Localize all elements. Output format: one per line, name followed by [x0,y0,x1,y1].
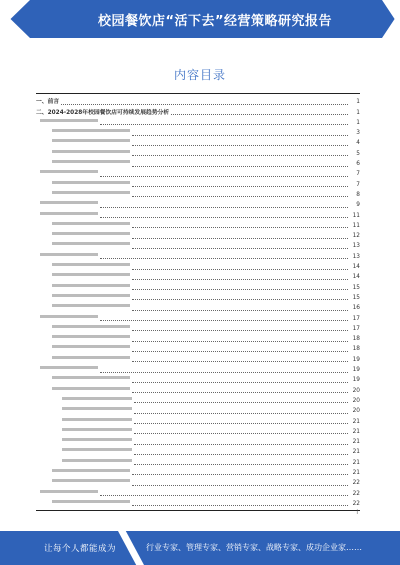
toc-entry-placeholder [62,438,132,441]
toc-entry[interactable] [36,117,360,127]
toc-entry-placeholder [52,232,130,235]
toc-entry[interactable] [36,292,360,302]
toc-entry-page: 14 [349,274,360,281]
toc-entry-page: 21 [349,419,360,426]
toc-leader-dots [132,392,348,393]
toc-entry-placeholder [52,479,130,482]
toc-entry-placeholder [52,294,130,297]
toc-leader-dots [134,402,348,403]
toc-entry-placeholder [52,335,130,338]
toc-entry-title: 二、2024-2028年校园餐饮店可持续发展趋势分析 [36,109,170,116]
toc-leader-dots [132,135,348,136]
toc-entry-page: 19 [349,357,360,364]
toc-entry[interactable] [36,137,360,147]
toc-entry-title [62,459,133,467]
toc-leader-dots [132,299,348,300]
toc-entry-page: 8 [349,192,360,199]
toc-entry-title [62,407,133,415]
toc-leader-dots [132,505,348,506]
toc-entry[interactable] [36,178,360,188]
toc-leader-dots [134,433,348,434]
toc-entry-page: 14 [349,264,360,271]
toc-entry[interactable] [36,281,360,291]
toc-entry-page: 20 [349,388,360,395]
toc-entry-title [62,438,133,446]
toc-entry[interactable] [36,312,360,322]
toc-entry-placeholder [52,181,130,184]
toc-leader-dots [61,104,348,105]
toc-leader-dots [132,186,348,187]
toc-entry-placeholder [52,304,130,307]
toc-entry[interactable] [36,353,360,363]
toc-leader-dots [134,413,348,414]
toc-entry-placeholder [52,284,130,287]
toc-entry-page: 21 [349,470,360,477]
toc-entry-page: 3 [349,130,360,137]
toc-entry[interactable] [36,96,360,106]
toc-leader-dots [134,444,348,445]
toc-entry-title [52,181,131,189]
toc-entry-page: 11 [349,213,360,220]
toc-entry-title [40,170,99,178]
toc-entry-title [40,490,99,498]
toc-leader-dots [134,464,348,465]
toc-leader-dots [132,341,348,342]
toc-entry-placeholder [52,139,130,142]
toc-entry-page: 1 [349,120,360,127]
toc-entry-placeholder [40,490,98,493]
toc-entry-page: 21 [349,460,360,467]
toc-entry-page: 18 [349,346,360,353]
toc-entry-title [52,150,131,158]
toc-entry-page: 21 [349,449,360,456]
toc-entry-page: 18 [349,336,360,343]
toc-entry-page: 11 [349,223,360,230]
toc-leader-dots [132,155,348,156]
toc-entry-placeholder [62,448,132,451]
toc-entry-placeholder [40,119,98,122]
toc-entry-placeholder [52,356,130,359]
header-right-notch [382,0,400,38]
toc-entry-title [62,428,133,436]
footer-divider [118,531,144,565]
toc-entry-page: 21 [349,439,360,446]
toc-bottom-rule [36,510,360,511]
toc-leader-dots [132,485,348,486]
toc-leader-dots [100,176,348,177]
toc-entry[interactable] [36,364,360,374]
toc-entry-page: 20 [349,398,360,405]
toc-leader-dots [132,310,348,311]
toc-entry-page: 15 [349,295,360,302]
toc-entry-placeholder [62,428,132,431]
toc-entry-title [40,201,99,209]
toc-heading: 内容目录 [173,68,226,82]
toc-entry-title [52,191,131,199]
toc-entry-title [52,356,131,364]
toc-entry-placeholder [52,222,130,225]
toc-entry[interactable] [36,405,360,415]
toc-entry-placeholder [40,366,98,369]
toc-entry-page: 13 [349,254,360,261]
toc-entry[interactable] [36,487,360,497]
toc-entry[interactable] [36,374,360,384]
toc-entry-placeholder [62,397,132,400]
toc-entry-page: 16 [349,305,360,312]
document-title: 校园餐饮店“活下去”经营策略研究报告 [97,14,333,29]
toc-leader-dots [134,454,348,455]
toc-entry-placeholder [62,459,132,462]
toc-entry-title [62,418,133,426]
toc-entry-page: 22 [349,480,360,487]
toc-entry[interactable] [36,271,360,281]
toc-entry-title [52,160,131,168]
toc-entry-title [52,129,131,137]
toc-entry[interactable] [36,333,360,343]
toc-entry-page: 15 [349,285,360,292]
footer-tagline: 行业专家、管理专家、营销专家、战略专家、成功企业家…… [146,543,362,552]
toc-leader-dots [100,372,348,373]
toc-entry-title [40,315,99,323]
toc-entry-title [52,273,131,281]
toc-entry-placeholder [52,387,130,390]
toc-entry[interactable] [36,446,360,456]
toc-leader-dots [100,207,348,208]
toc-entry-page: 21 [349,429,360,436]
toc-entry[interactable] [36,498,360,508]
toc-entry[interactable] [36,240,360,250]
toc-entry-placeholder [52,150,130,153]
toc-leader-dots [132,227,348,228]
header-left-notch [0,0,30,38]
toc-leader-dots [132,289,348,290]
toc-entry-title [52,232,131,240]
toc-entry[interactable] [36,127,360,137]
toc-leader-dots [132,248,348,249]
toc-entry-placeholder [40,315,98,318]
toc-entry-page: 22 [349,501,360,508]
toc-leader-dots [100,258,348,259]
toc-leader-dots [100,124,348,125]
toc-top-rule [36,93,360,94]
toc-entry[interactable] [36,168,360,178]
toc-entry-page: 9 [349,202,360,209]
toc-entry[interactable] [36,199,360,209]
toc-entry[interactable] [36,436,360,446]
toc-leader-dots [132,269,348,270]
toc-entry[interactable] [36,384,360,394]
toc-entry[interactable] [36,343,360,353]
toc-entry[interactable] [36,467,360,477]
toc-entry[interactable] [36,261,360,271]
toc-entry-placeholder [52,500,130,503]
toc-entry-title [52,263,131,271]
toc-entry-page: 12 [349,233,360,240]
toc-entry-title [62,448,133,456]
table-of-contents [36,96,360,508]
toc-entry-title [52,387,131,395]
toc-entry-title [52,376,131,384]
page-header [0,0,400,38]
toc-entry-title [52,500,131,508]
toc-entry[interactable] [36,147,360,157]
toc-leader-dots [132,361,348,362]
toc-entry-title [52,469,131,477]
toc-entry-placeholder [52,160,130,163]
toc-entry-placeholder [52,263,130,266]
toc-entry[interactable] [36,230,360,240]
toc-leader-dots [132,196,348,197]
toc-entry-title [52,479,131,487]
toc-entry-title [52,304,131,312]
toc-entry-placeholder [40,170,98,173]
toc-entry[interactable] [36,415,360,425]
toc-entry-placeholder [52,325,130,328]
toc-leader-dots [132,382,348,383]
toc-entry-placeholder [40,253,98,256]
toc-leader-dots [132,279,348,280]
toc-entry-title [52,242,131,250]
toc-entry-placeholder [62,418,132,421]
toc-entry[interactable] [36,323,360,333]
toc-entry-placeholder [40,201,98,204]
toc-leader-dots [132,474,348,475]
toc-entry[interactable] [36,106,360,116]
toc-leader-dots [134,423,348,424]
toc-entry-placeholder [52,191,130,194]
toc-entry-title [40,119,99,127]
toc-entry-page: 19 [349,367,360,374]
toc-entry-page: 5 [349,151,360,158]
toc-entry[interactable] [36,395,360,405]
page-number: i [356,509,358,516]
toc-entry-page: 6 [349,161,360,168]
toc-entry-page: 22 [349,491,360,498]
toc-entry-page: 13 [349,243,360,250]
toc-entry-page: 7 [349,182,360,189]
toc-entry-title [40,366,99,374]
toc-entry-placeholder [40,212,98,215]
toc-entry-title: 一、前言 [36,99,60,106]
toc-entry-title [52,345,131,353]
toc-entry[interactable] [36,456,360,466]
toc-entry[interactable] [36,189,360,199]
toc-leader-dots [132,351,348,352]
toc-entry-placeholder [52,273,130,276]
toc-entry-placeholder [52,242,130,245]
toc-entry-title [52,222,131,230]
toc-entry-title [52,139,131,147]
toc-leader-dots [132,238,348,239]
toc-leader-dots [132,330,348,331]
toc-entry[interactable] [36,302,360,312]
toc-entry-title [62,397,133,405]
toc-leader-dots [132,145,348,146]
toc-leader-dots [100,217,348,218]
toc-entry-page: 1 [349,99,360,106]
toc-entry-placeholder [52,376,130,379]
toc-entry-placeholder [52,129,130,132]
toc-entry-placeholder [62,407,132,410]
toc-entry-page: 1 [349,110,360,117]
toc-entry-placeholder [52,345,130,348]
toc-entry-placeholder [52,469,130,472]
toc-entry-page: 7 [349,171,360,178]
toc-entry[interactable] [36,250,360,260]
page-footer [0,531,400,565]
toc-entry-page: 17 [349,326,360,333]
toc-entry[interactable] [36,426,360,436]
footer-slogan: 让每个人都能成为 [44,544,117,554]
toc-entry[interactable] [36,477,360,487]
toc-entry-page: 17 [349,316,360,323]
toc-leader-dots [100,495,348,496]
toc-entry-title [52,325,131,333]
toc-leader-dots [132,166,348,167]
toc-entry-page: 19 [349,377,360,384]
toc-entry[interactable] [36,158,360,168]
toc-entry-title [52,294,131,302]
toc-leader-dots [171,114,348,115]
toc-entry-page: 4 [349,140,360,147]
toc-entry-page: 20 [349,408,360,415]
toc-leader-dots [100,320,348,321]
toc-entry-title [40,253,99,261]
toc-entry-title [52,284,131,292]
toc-entry-title [40,212,99,220]
toc-entry[interactable] [36,220,360,230]
toc-entry[interactable] [36,209,360,219]
toc-entry-title [52,335,131,343]
